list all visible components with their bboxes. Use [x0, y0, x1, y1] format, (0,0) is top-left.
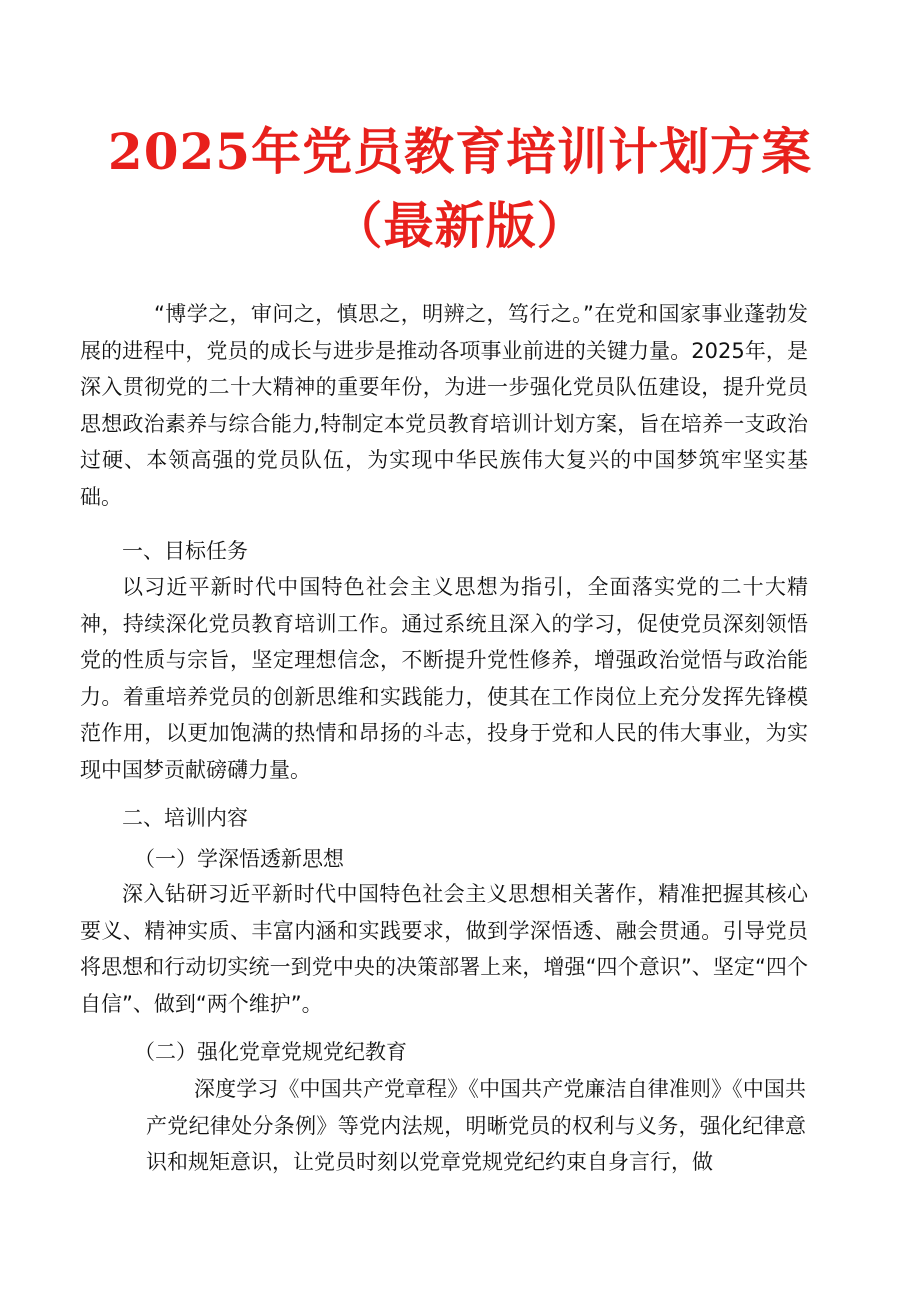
goals-paragraph: 以习近平新时代中国特色社会主义思想为指引，全面落实党的二十大精神，持续深化党员教育培训工作。通过系统且深入的学习，促使党员深刻领悟党的性质与宗旨，坚定理想信念，不断提升党性修养，增强政治觉悟与政治能力。着重培养党员的创新思维和实践能力，使其在工作岗位上充分发挥先锋模范作用，以更加饱满的热情和昂扬的斗志，投身于党和人民的伟大事业，为实现中国梦贡献磅礴力量。 [80, 575, 808, 782]
intro-paragraph: “博学之，审问之，慎思之，明辨之，笃行之。”在党和国家事业蓬勃发展的进程中，党员的成长与进步是推动各项事业前进的关键力量。2025年，是深入贯彻党的二十大精神的重要年份，为进一步强化党员队伍建设，提升党员思想政治素养与综合能力,特制定本党员教育培训计划方案，旨在培养一支政治过硬、本领高强的党员队伍，为实现中华民族伟大复兴的中国梦筑牢坚实基础。 [80, 302, 808, 509]
section-heading-content: 二、培训内容 [122, 806, 248, 830]
subsection-heading-discipline: （二）强化党章党规党纪教育 [134, 1040, 407, 1064]
subsection-heading-thought: （一）学深悟透新思想 [134, 847, 344, 871]
section-heading-goals: 一、目标任务 [122, 539, 248, 563]
document-subtitle: （最新版） [332, 196, 588, 255]
thought-paragraph: 深入钻研习近平新时代中国特色社会主义思想相关著作，精准把握其核心要义、精神实质、丰富内涵和实践要求，做到学深悟透、融会贯通。引导党员将思想和行动切实统一到党中央的决策部署上来，增强“四个意识”、坚定“四个自信”、做到“两个维护”。 [80, 882, 808, 1016]
discipline-paragraph: 深度学习《中国共产党章程》《中国共产党廉洁自律准则》《中国共产党纪律处分条例》等党内法规，明晰党员的权利与义务，强化纪律意识和规矩意识，让党员时刻以党章党规党纪约束自身言行，做 [146, 1077, 806, 1174]
document-title: 2025年党员教育培训计划方案 [107, 122, 813, 181]
